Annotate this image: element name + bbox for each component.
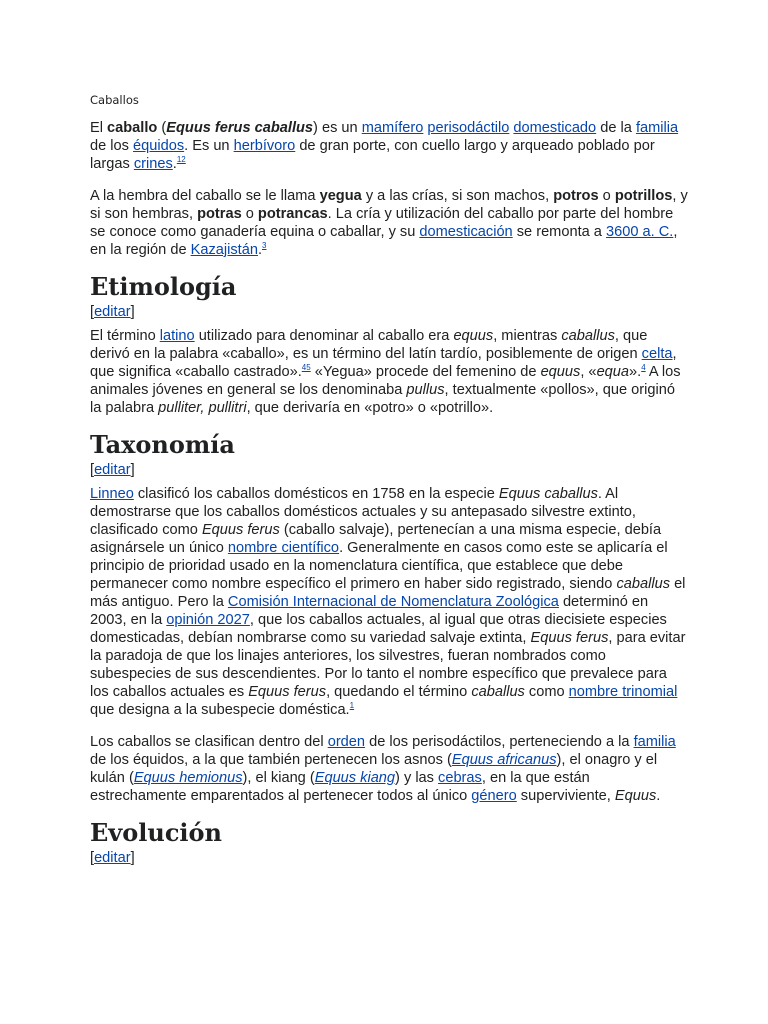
- text: , que significa «caballo castrado».: [90, 346, 677, 380]
- text: , textualmente «pollos», que originó la palabra: [90, 382, 675, 416]
- bracket: ]: [130, 304, 135, 320]
- link-nombre-trinomial[interactable]: nombre trinomial: [568, 684, 678, 700]
- link-linneo[interactable]: Linneo: [90, 486, 134, 502]
- text: . Generalmente en casos como este se aplicaría el principio de prioridad usado en la nomenclatura científica, que establece que debe permanecer como nombre específico el primero en haber sido registrado, siendo: [90, 540, 668, 592]
- heading-taxonomia: Taxonomía: [90, 430, 235, 459]
- bold-term: potrillos: [614, 188, 673, 204]
- text: (: [157, 120, 167, 136]
- link-crines[interactable]: crines: [133, 156, 173, 172]
- text: determinó en 2003, en la: [90, 594, 649, 628]
- link-kazajistan[interactable]: Kazajistán: [190, 242, 258, 258]
- bold-term: potrancas: [257, 206, 328, 222]
- text: de gran porte, con cuello largo y arqueado poblado por largas: [90, 138, 655, 172]
- text: clasificó los caballos domésticos en 1758 en la especie: [133, 486, 499, 502]
- italic-term: Equus ferus: [201, 522, 280, 538]
- text: , que derivó en la palabra «caballo», es un término del latín tardío, posiblemente de origen: [90, 328, 648, 362]
- link-perisodactilo[interactable]: perisodáctilo: [427, 120, 510, 136]
- text: o: [241, 206, 258, 222]
- link-nombre-cientifico[interactable]: nombre científico: [227, 540, 340, 556]
- link-3600-ac[interactable]: 3600 a. C.: [605, 224, 674, 240]
- link-equus-africanus[interactable]: Equus africanus: [451, 752, 557, 768]
- footnote-ref[interactable]: 4: [641, 363, 646, 373]
- footnote-ref[interactable]: 12: [176, 155, 186, 165]
- text: , y si son hembras,: [90, 188, 688, 222]
- text: A la hembra del caballo se le llama: [90, 188, 320, 204]
- italic-term: equus: [453, 328, 494, 344]
- italic-term: equa: [596, 364, 630, 380]
- intro-paragraph-1: [90, 119, 688, 173]
- document-title: Caballos: [90, 93, 139, 107]
- link-orden[interactable]: orden: [327, 734, 366, 750]
- link-cebras[interactable]: cebras: [438, 770, 482, 786]
- bold-term: yegua: [319, 188, 362, 204]
- text: .: [172, 156, 177, 172]
- link-herbivoro[interactable]: herbívoro: [233, 138, 296, 154]
- text: , para evitar la paradoja de que los linajes anteriores, los silvestres, fueran nombrados como subespecies de sus descendientes. Por lo tanto el nombre específico que prevalece para los caballos actuales es: [90, 630, 686, 700]
- text: de los perisodáctilos, perteneciendo a la: [365, 734, 634, 750]
- text: se remonta a: [512, 224, 606, 240]
- text: , que derivaría en «potro» o «potrillo».: [246, 400, 494, 416]
- text: , mientras: [493, 328, 562, 344]
- text: como: [524, 684, 569, 700]
- text: A los animales jóvenes en general se los denominaba: [90, 364, 681, 398]
- text: que designa a la subespecie doméstica.: [90, 702, 350, 718]
- italic-term: caballus: [561, 328, 615, 344]
- text: de la: [596, 120, 636, 136]
- link-celta[interactable]: celta: [641, 346, 673, 362]
- bracket: ]: [130, 462, 135, 478]
- text: o: [598, 188, 615, 204]
- footnote-ref[interactable]: 1: [349, 701, 355, 711]
- text: ) es un: [313, 120, 362, 136]
- italic-term: caballus: [616, 576, 671, 592]
- text: utilizado para denominar al caballo era: [194, 328, 454, 344]
- italic-term: Equus caballus: [498, 486, 598, 502]
- link-opinion-2027[interactable]: opinión 2027: [166, 612, 250, 628]
- italic-term: pullus: [406, 382, 445, 398]
- text: de los équidos, a la que también pertenecen los asnos (: [90, 752, 452, 768]
- italic-term: Equus ferus: [530, 630, 609, 646]
- scientific-name: Equus ferus caballus: [166, 120, 314, 136]
- edit-link[interactable]: editar: [94, 850, 131, 866]
- text: (caballo salvaje), pertenecían a una misma especie, debía asignársele un único: [90, 522, 662, 556]
- link-comision-nomenclatura[interactable]: Comisión Internacional de Nomenclatura Zoológica: [227, 594, 559, 610]
- intro-paragraph-2: [90, 187, 688, 259]
- footnote-ref[interactable]: 45: [301, 363, 311, 373]
- text: El: [90, 120, 108, 136]
- italic-term: Equus: [614, 788, 657, 804]
- edit-link[interactable]: editar: [94, 462, 131, 478]
- text: . La cría y utilización del caballo por parte del hombre se conoce como ganadería equina o caballar, y su: [90, 206, 674, 240]
- bracket: ]: [130, 850, 135, 866]
- text: y a las crías, si son machos,: [361, 188, 554, 204]
- text: , en la que están estrechamente emparentados al pertenecer todos al único: [90, 770, 590, 804]
- text: , quedando el término: [326, 684, 472, 700]
- text: el más antiguo. Pero la: [90, 576, 686, 610]
- etimologia-paragraph: [90, 327, 688, 417]
- bold-term: potras: [197, 206, 242, 222]
- text: , que los caballos actuales, al igual que otras diecisiete especies domesticadas, debían nombrarse como su variedad salvaje extinta,: [90, 612, 667, 646]
- footnote-ref[interactable]: 3: [262, 241, 267, 251]
- text: .: [656, 788, 661, 804]
- bold-term: caballo: [107, 120, 158, 136]
- text: superviviente,: [516, 788, 615, 804]
- text: Los caballos se clasifican dentro del: [90, 734, 328, 750]
- heading-evolucion: Evolución: [90, 818, 222, 847]
- text: «Yegua» procede del femenino de: [310, 364, 541, 380]
- link-domesticacion[interactable]: domesticación: [419, 224, 513, 240]
- text: . Es un: [184, 138, 234, 154]
- link-mamifero[interactable]: mamífero: [361, 120, 424, 136]
- text: de los: [90, 138, 133, 154]
- text: El término: [90, 328, 160, 344]
- bold-term: potros: [553, 188, 599, 204]
- link-domesticado[interactable]: domesticado: [513, 120, 597, 136]
- text: ».: [629, 364, 642, 380]
- edit-section-evolucion: [90, 849, 688, 867]
- bracket: [: [90, 850, 95, 866]
- text: . Al demostrarse que los caballos domésticos actuales y su antepasado silvestre extinto, clasificado como: [90, 486, 636, 538]
- text: ) y las: [395, 770, 439, 786]
- heading-etimologia: Etimología: [90, 272, 237, 301]
- link-equus-hemionus[interactable]: Equus hemionus: [133, 770, 243, 786]
- bracket: [: [90, 304, 95, 320]
- italic-term: pulliter, pullitri: [158, 400, 247, 416]
- link-equidos[interactable]: équidos: [133, 138, 185, 154]
- text: , «: [580, 364, 597, 380]
- link-familia[interactable]: familia: [633, 734, 676, 750]
- link-familia[interactable]: familia: [635, 120, 679, 136]
- italic-term: caballus: [471, 684, 525, 700]
- text: .: [257, 242, 263, 258]
- edit-section-etimologia: [90, 303, 688, 321]
- italic-term: equus: [540, 364, 581, 380]
- taxonomia-paragraph-2: [90, 733, 688, 805]
- link-genero[interactable]: género: [471, 788, 517, 804]
- bracket: [: [90, 462, 95, 478]
- link-latino[interactable]: latino: [159, 328, 195, 344]
- text: ), el kiang (: [242, 770, 315, 786]
- text: ), el onagro y el kulán (: [90, 752, 658, 786]
- edit-link[interactable]: editar: [94, 304, 131, 320]
- text: , en la región de: [90, 224, 678, 258]
- link-equus-kiang[interactable]: Equus kiang: [314, 770, 396, 786]
- italic-term: Equus ferus: [248, 684, 327, 700]
- edit-section-taxonomia: [90, 461, 688, 479]
- taxonomia-paragraph-1: [90, 485, 688, 719]
